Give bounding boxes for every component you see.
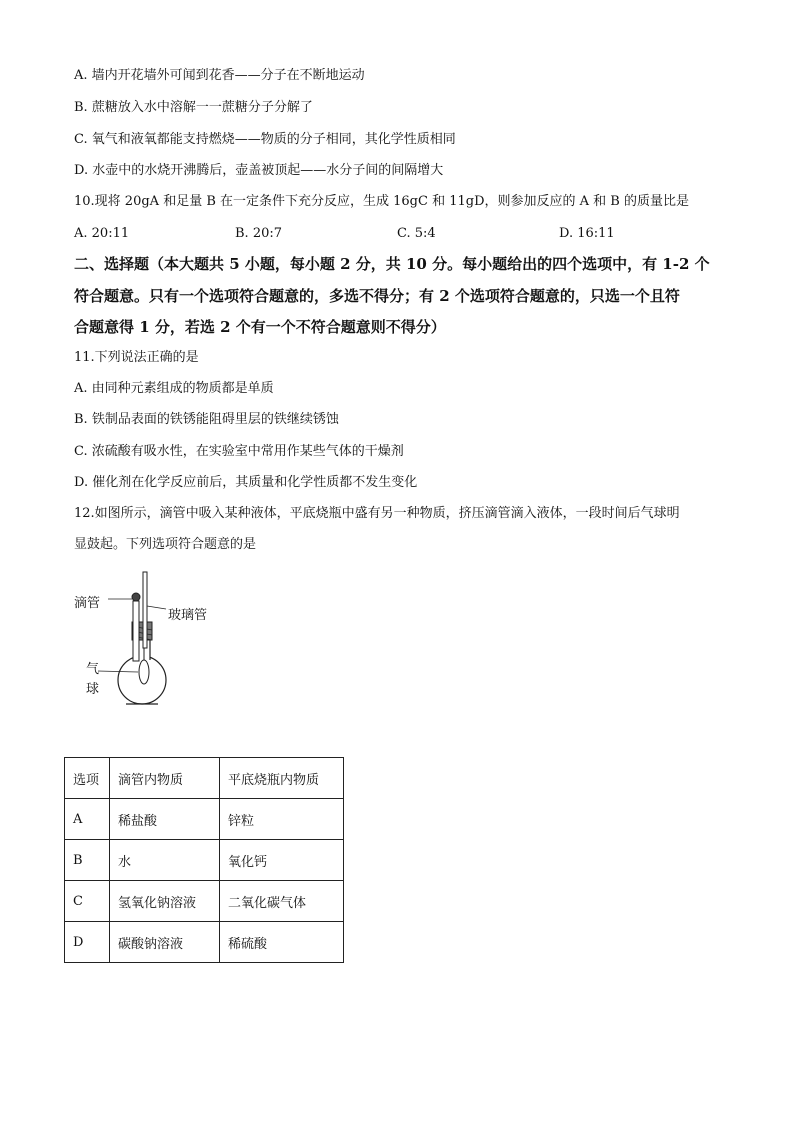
- label-dropper: 滴管: [74, 596, 101, 611]
- apparatus-diagram: [70, 568, 230, 718]
- q11-option-a: A. 由同种元素组成的物质都是单质: [74, 381, 274, 396]
- table-header-row: [65, 758, 344, 799]
- q9-option-d: D. 水壶中的水烧开沸腾后，壶盖被顶起——水分子间的间隔增大: [74, 163, 444, 178]
- q9-option-a: A. 墙内开花墙外可闻到花香——分子在不断地运动: [74, 68, 365, 83]
- section-heading-line-2: 符合题意。只有一个选项符合题意的，多选不得分；有 2 个选项符合题意的，只选一个且符: [74, 287, 680, 305]
- q10-option-a: A. 20:11: [74, 226, 130, 241]
- table-row: [65, 840, 344, 881]
- table-cell: 锌粒: [220, 799, 344, 840]
- q11-stem: 11.下列说法正确的是: [74, 350, 199, 365]
- q10-stem: 10.现将 20gA 和足量 B 在一定条件下充分反应，生成 16gC 和 11gD，则参加反应的 A 和 B 的质量比是: [74, 194, 689, 209]
- table-cell: B: [65, 840, 110, 881]
- q10-option-c: C. 5:4: [397, 226, 436, 241]
- table-cell: D: [65, 922, 110, 963]
- table-cell: A: [65, 799, 110, 840]
- label-balloon-1: 气: [86, 662, 100, 677]
- table-cell: 氢氧化钠溶液: [110, 881, 220, 922]
- q12-stem-line-1: 12.如图所示，滴管中吸入某种液体，平底烧瓶中盛有另一种物质，挤压滴管滴入液体，一段时间后气球明: [74, 506, 680, 521]
- table-cell: 水: [110, 840, 220, 881]
- q11-option-c: C. 浓硫酸有吸水性，在实验室中常用作某些气体的干燥剂: [74, 444, 404, 459]
- balloon: [139, 660, 149, 684]
- q10-option-d: D. 16:11: [559, 226, 615, 241]
- header-cell: 选项: [65, 758, 110, 799]
- q11-option-d: D. 催化剂在化学反应前后，其质量和化学性质都不发生变化: [74, 475, 418, 490]
- header-cell: 平底烧瓶内物质: [220, 758, 344, 799]
- table-cell: 稀硫酸: [220, 922, 344, 963]
- label-glass-tube: 玻璃管: [168, 608, 208, 623]
- table-row: [65, 799, 344, 840]
- glass-tube: [143, 572, 147, 648]
- q9-option-c: C. 氧气和液氧都能支持燃烧——物质的分子相同，其化学性质相同: [74, 132, 456, 147]
- table-row: [65, 922, 344, 963]
- dropper-tube: [133, 601, 139, 661]
- q11-option-b: B. 铁制品表面的铁锈能阻碍里层的铁继续锈蚀: [74, 412, 339, 427]
- section-heading-line-3: 合题意得 1 分，若选 2 个有一个不符合题意则不得分）: [74, 318, 446, 336]
- table-cell: C: [65, 881, 110, 922]
- q10-option-b: B. 20:7: [235, 226, 283, 241]
- label-balloon-2: 球: [86, 682, 100, 697]
- q12-stem-line-2: 显鼓起。下列选项符合题意的是: [74, 537, 257, 552]
- section-heading-line-1: 二、选择题（本大题共 5 小题，每小题 2 分，共 10 分。每小题给出的四个选项中，有 1-2 个: [74, 255, 710, 273]
- table-cell: 碳酸钠溶液: [110, 922, 220, 963]
- q9-option-b: B. 蔗糖放入水中溶解一一蔗糖分子分解了: [74, 100, 313, 115]
- table-cell: 氧化钙: [220, 840, 344, 881]
- table-row: [65, 881, 344, 922]
- header-cell: 滴管内物质: [110, 758, 220, 799]
- table-cell: 二氧化碳气体: [220, 881, 344, 922]
- table-cell: 稀盐酸: [110, 799, 220, 840]
- options-table: [64, 757, 344, 963]
- dropper-bulb: [132, 593, 140, 601]
